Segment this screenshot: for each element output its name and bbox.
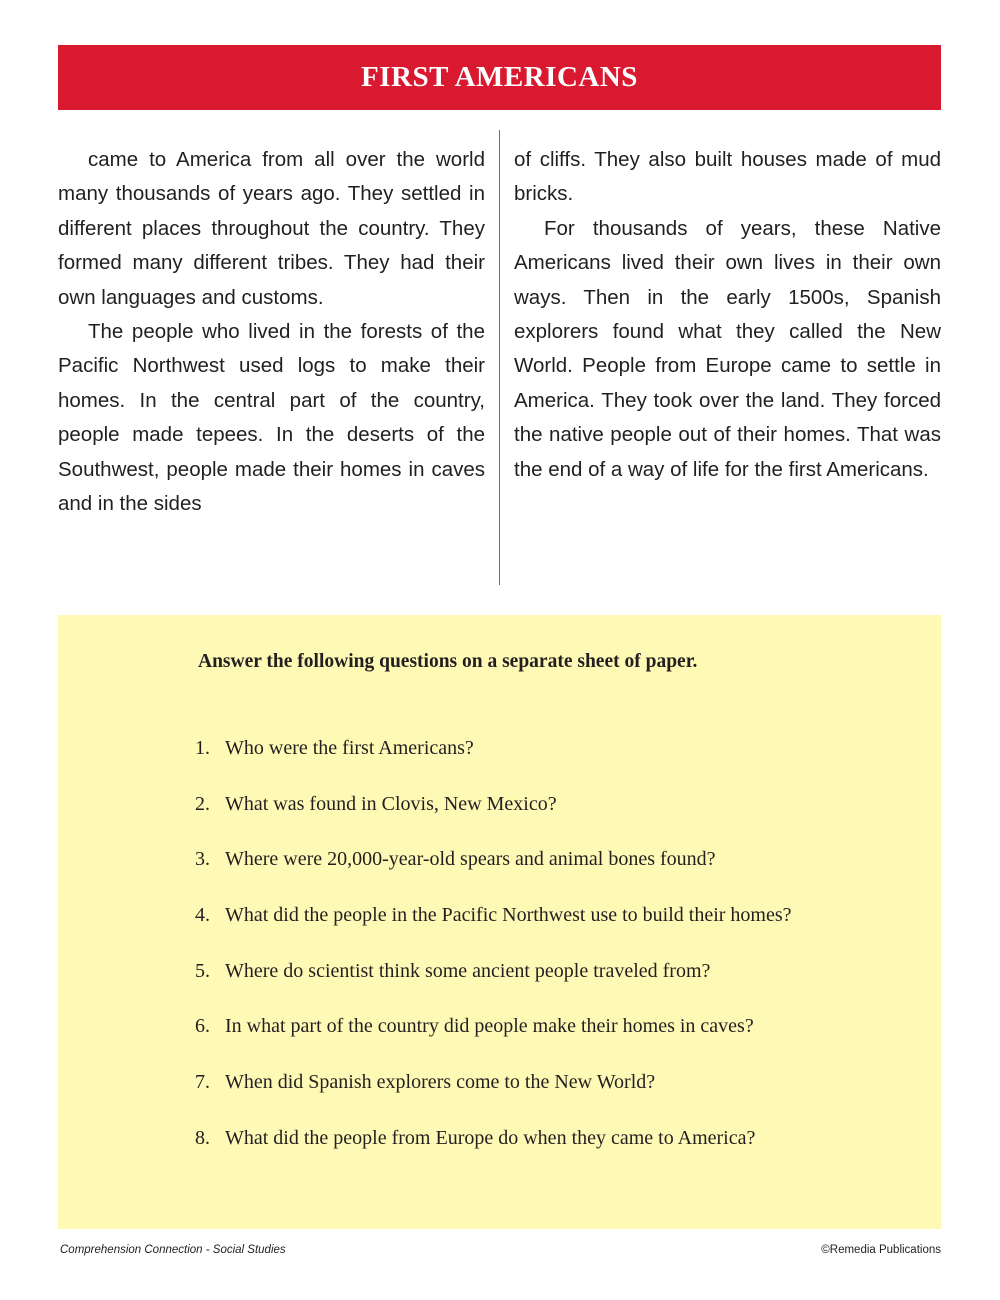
question-number: 1. <box>195 737 210 759</box>
questions-box <box>58 615 941 1229</box>
question-item <box>195 789 792 845</box>
question-text: In what part of the country did people make their homes in caves? <box>225 1015 754 1038</box>
question-item <box>195 844 792 900</box>
column-divider <box>499 130 500 585</box>
paragraph: For thousands of years, these Native Americans lived their own lives in their own ways. Then in the early 1500s, Spanish explorers found what they called the New World. People from Europe came to settle in America. They took over the land. They forced the native people out of their homes. That was the end of a way of life for the first Americans. <box>514 216 941 481</box>
paragraph: of cliffs. They also built houses made of mud bricks. <box>514 148 941 206</box>
right-column <box>514 143 941 487</box>
page-title: FIRST AMERICANS <box>361 61 638 93</box>
question-text: When did Spanish explorers come to the New World? <box>225 1071 656 1094</box>
question-item <box>195 1067 792 1123</box>
question-number: 6. <box>195 1015 210 1038</box>
question-item <box>195 1123 792 1179</box>
reading-passage <box>58 143 941 583</box>
question-text: Where do scientist think some ancient people traveled from? <box>225 959 711 982</box>
question-text: Where were 20,000-year-old spears and animal bones found? <box>225 848 716 871</box>
footer-series-title: Comprehension Connection - Social Studies <box>60 1244 286 1256</box>
question-text: What was found in Clovis, New Mexico? <box>225 792 557 815</box>
question-text: Who were the first Americans? <box>225 737 474 759</box>
question-number: 7. <box>195 1071 210 1094</box>
question-number: 2. <box>195 792 210 815</box>
question-number: 4. <box>195 904 210 927</box>
footer-copyright: ©Remedia Publications <box>821 1244 941 1256</box>
title-banner <box>58 45 941 110</box>
question-item <box>195 1011 792 1067</box>
question-list <box>195 733 792 1179</box>
question-number: 5. <box>195 959 210 982</box>
question-item <box>195 956 792 1012</box>
left-column <box>58 143 485 521</box>
paragraph: came to America from all over the world many thousands of years ago. They settled in different places throughout the country. They formed many different tribes. They had their own languages and customs. <box>58 148 485 309</box>
question-text: What did the people from Europe do when they came to America? <box>225 1126 756 1149</box>
paragraph: The people who lived in the forests of the Pacific Northwest used logs to make their homes. In the central part of the country, people made tepees. In the deserts of the Southwest, people made their homes in caves and in the sides <box>58 320 485 516</box>
question-number: 8. <box>195 1126 210 1149</box>
question-text: What did the people in the Pacific Northwest use to build their homes? <box>225 904 792 927</box>
question-item <box>195 733 792 789</box>
question-item <box>195 900 792 956</box>
questions-instruction: Answer the following questions on a separate sheet of paper. <box>198 651 698 672</box>
question-number: 3. <box>195 848 210 871</box>
